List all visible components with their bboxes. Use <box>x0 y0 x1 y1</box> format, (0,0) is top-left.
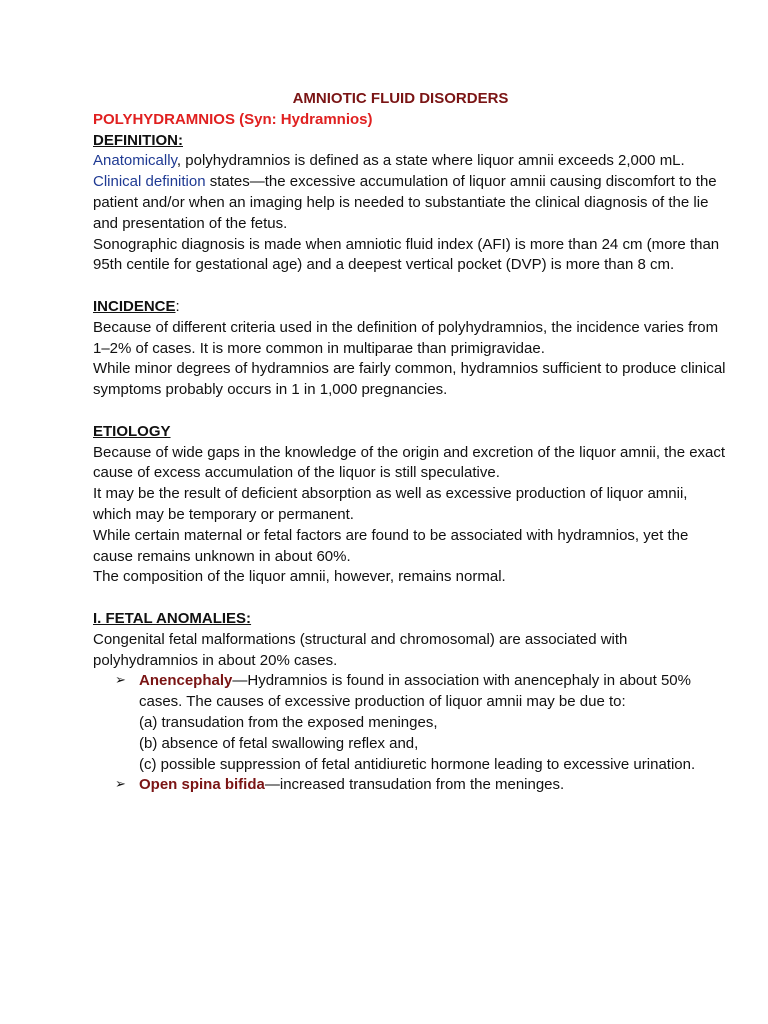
clinical-definition-text: states—the excessive accumulation of liquor amnii causing discomfort to the patient and/or when an imaging help is needed to substantiate the clinical diagnosis of the lie and presentation of the fetus. <box>93 173 717 232</box>
incidence-colon: : <box>175 297 180 315</box>
etiology-paragraph-4: The composition of the liquor amnii, however, remains normal. <box>93 568 506 586</box>
polyhydramnios-name: POLYHYDRAMNIOS <box>93 110 235 128</box>
arrow-bullet-icon: ➢ <box>115 673 126 689</box>
anencephaly-text: —Hydramnios is found in association with anencephaly in about 50% cases. The causes of excessive production of liquor amnii may be due to: <box>139 672 691 711</box>
definition-heading: DEFINITION: <box>93 131 183 149</box>
anencephaly-cause-b: (b) absence of fetal swallowing reflex and, <box>139 734 419 752</box>
definition-sonographic: Sonographic diagnosis is made when amniotic fluid index (AFI) is more than 24 cm (more than 95th centile for gestational age) and a deepest vertical pocket (DVP) is more than 8 cm. <box>93 235 720 274</box>
spina-bifida-text: —increased transudation from the meninges. <box>264 776 565 794</box>
incidence-paragraph-2: While minor degrees of hydramnios are fairly common, hydramnios sufficient to produce clinical symptoms probably occurs in 1 in 1,000 pregnancies. <box>93 360 726 399</box>
incidence-paragraph-1: Because of different criteria used in the definition of polyhydramnios, the incidence varies from 1–2% of cases. It is more common in multiparae than primigravidae. <box>93 318 719 357</box>
incidence-heading: INCIDENCE <box>93 297 176 315</box>
clinical-definition-term: Clinical definition <box>93 173 206 191</box>
fetal-anomalies-intro: Congenital fetal malformations (structural and chromosomal) are associated with polyhydramnios in about 20% cases. <box>93 630 628 669</box>
spacer <box>93 401 728 422</box>
anencephaly-term: Anencephaly <box>139 672 233 690</box>
polyhydramnios-heading <box>93 110 728 131</box>
anencephaly-cause-c: (c) possible suppression of fetal antidiuretic hormone leading to excessive urination. <box>139 755 696 773</box>
etiology-heading: ETIOLOGY <box>93 422 171 440</box>
spina-bifida-line <box>139 775 728 796</box>
anencephaly-cause-a: (a) transudation from the exposed meninges, <box>139 713 438 731</box>
definition-anatomical <box>93 151 728 172</box>
incidence-heading-line <box>93 297 728 318</box>
definition-clinical <box>93 172 728 234</box>
list-item-spina-bifida <box>115 775 728 796</box>
anencephaly-line <box>139 671 728 713</box>
list-item-anencephaly <box>115 671 728 775</box>
fetal-anomalies-list <box>93 671 728 796</box>
fetal-anomalies-heading: I. FETAL ANOMALIES: <box>93 609 252 627</box>
anatomically-text: , polyhydramnios is defined as a state where liquor amnii exceeds 2,000 mL. <box>176 152 685 170</box>
spina-bifida-term: Open spina bifida <box>139 776 265 794</box>
arrow-bullet-icon: ➢ <box>115 777 126 793</box>
document-title: AMNIOTIC FLUID DISORDERS <box>292 90 509 107</box>
polyhydramnios-synonym: (Syn: Hydramnios) <box>239 110 373 128</box>
etiology-paragraph-3: While certain maternal or fetal factors are found to be associated with hydramnios, yet the cause remains unknown in about 60%. <box>93 526 689 565</box>
spacer <box>93 276 728 297</box>
etiology-paragraph-1: Because of wide gaps in the knowledge of the origin and excretion of the liquor amnii, the exact cause of excess accumulation of the liquor is still speculative. <box>93 443 726 482</box>
spacer <box>93 588 728 609</box>
etiology-paragraph-2: It may be the result of deficient absorption as well as excessive production of liquor amnii, which may be temporary or permanent. <box>93 485 688 523</box>
anatomically-term: Anatomically <box>93 152 177 170</box>
